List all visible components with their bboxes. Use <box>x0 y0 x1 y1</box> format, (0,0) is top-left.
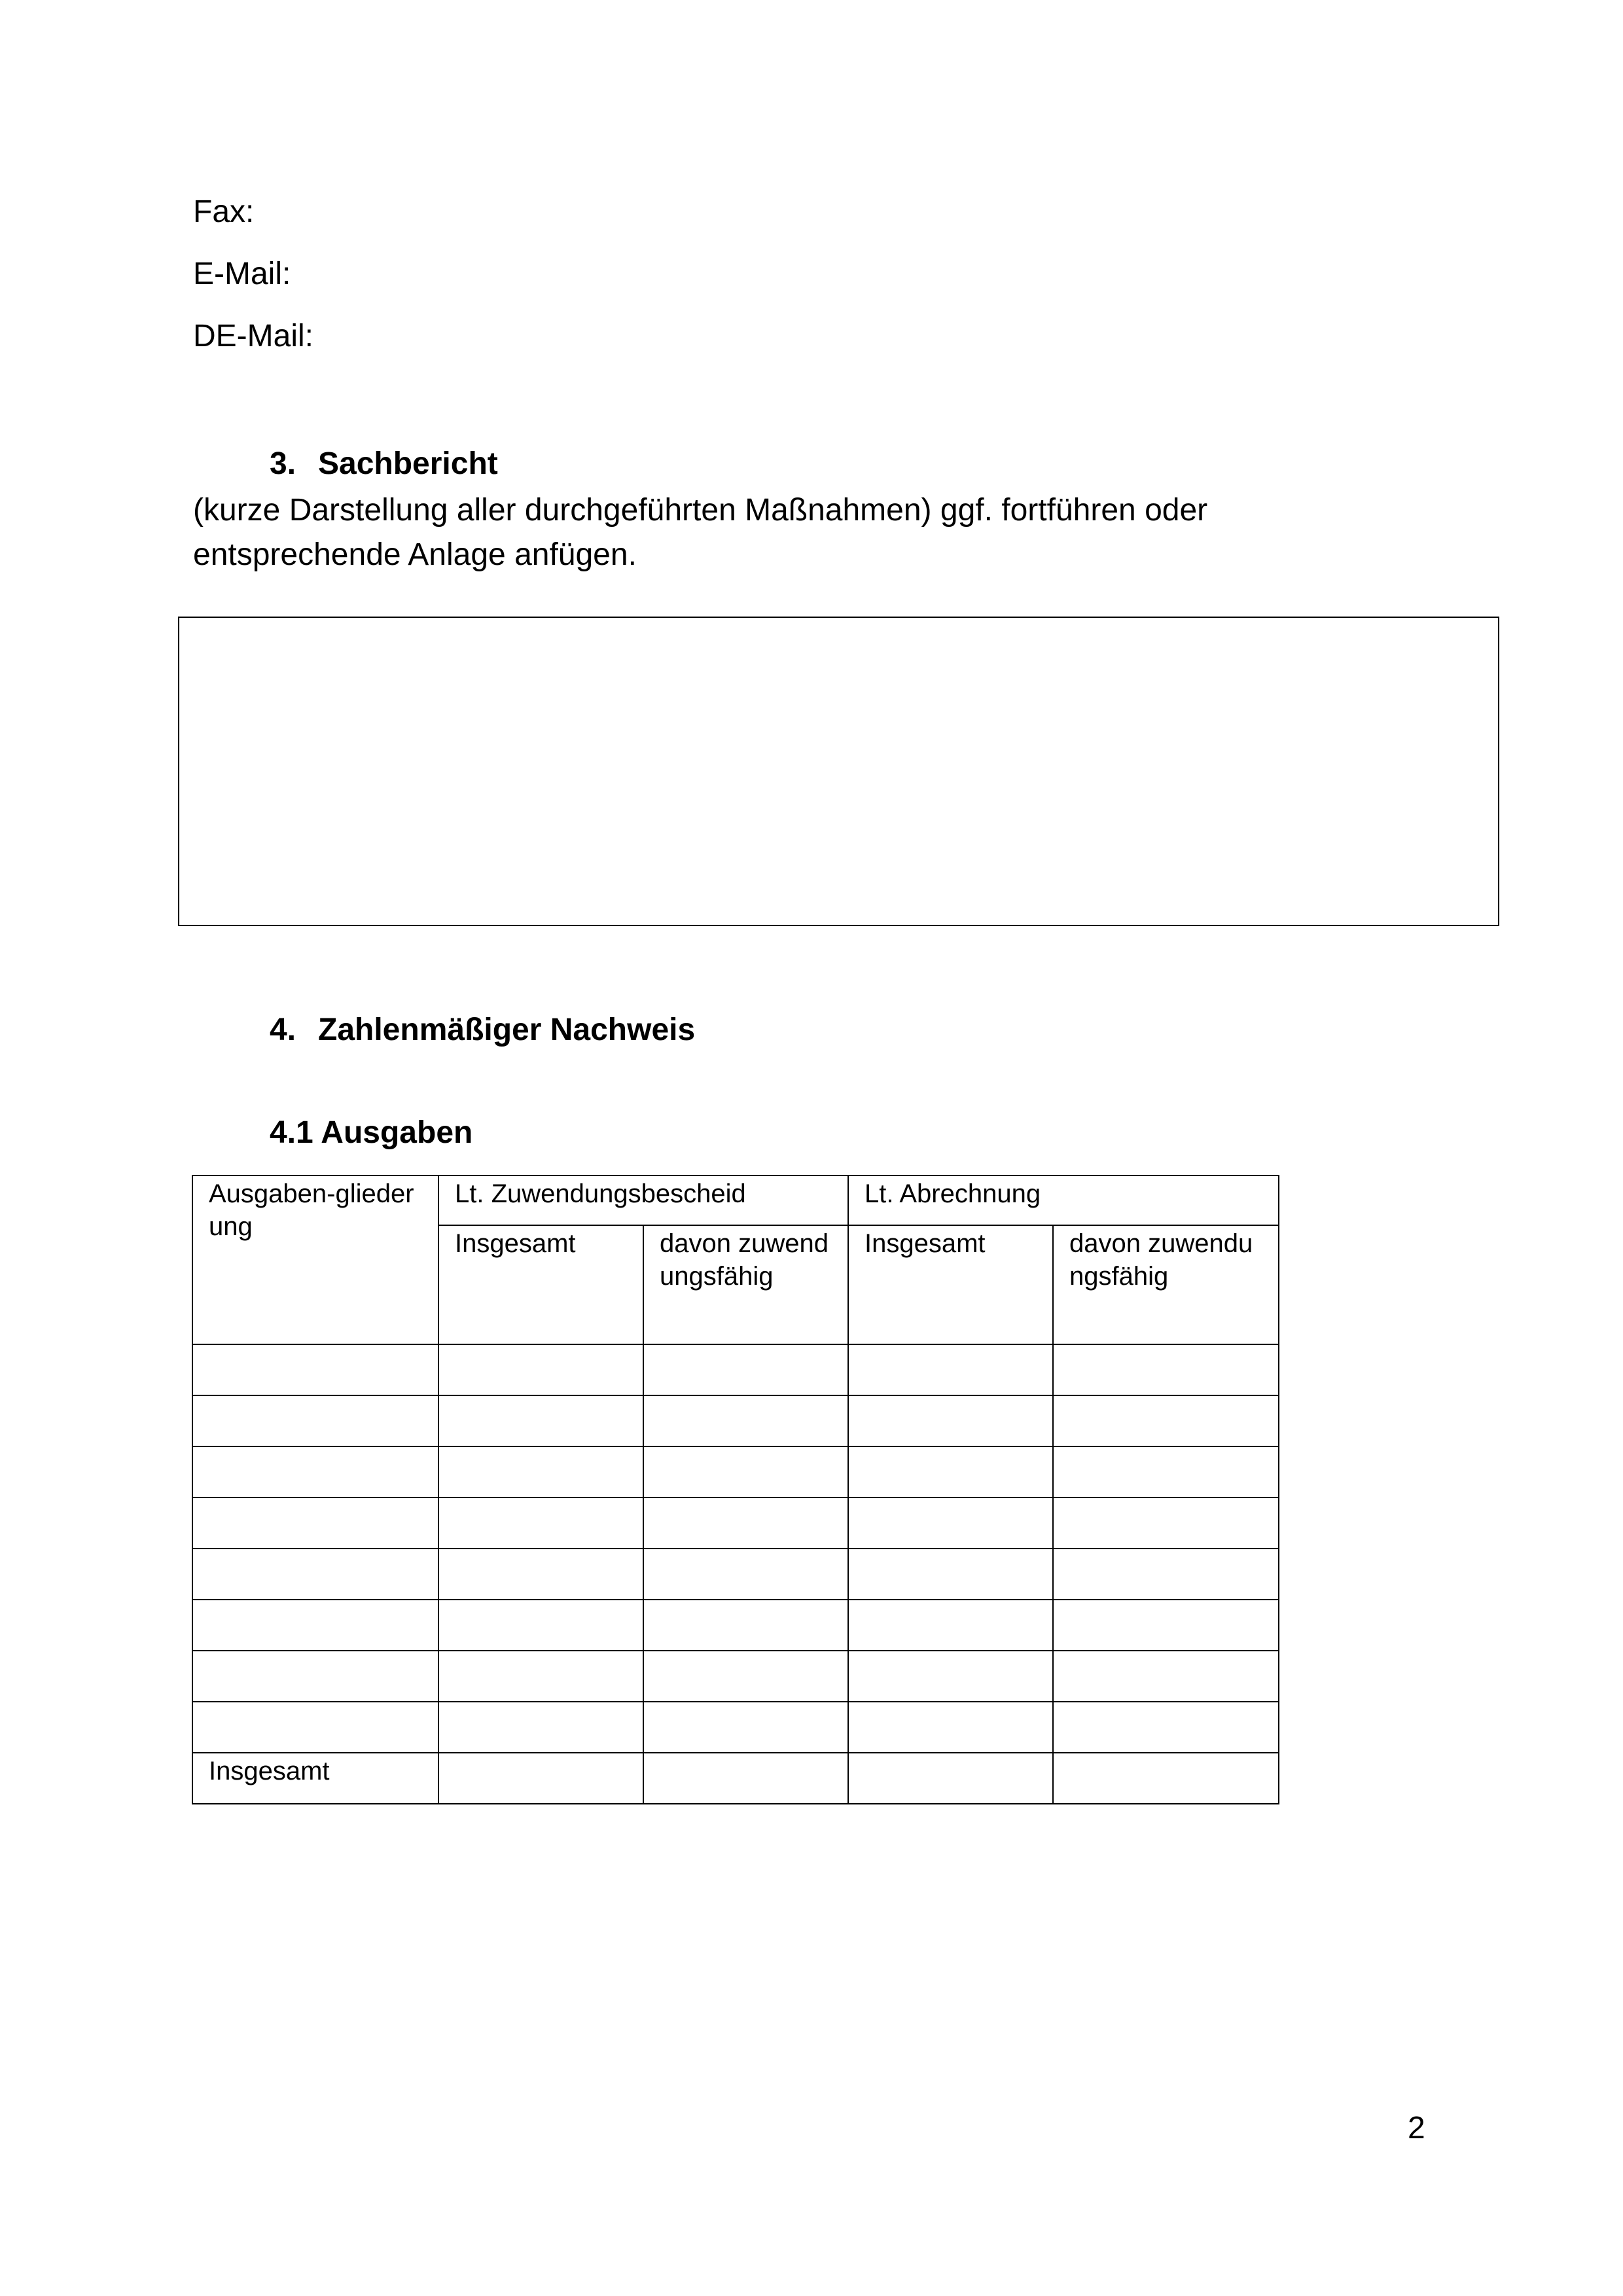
header-lt-abrechnung: Lt. Abrechnung <box>848 1175 1279 1225</box>
table-cell[interactable] <box>848 1702 1053 1753</box>
table-cell[interactable] <box>192 1395 438 1446</box>
table-row <box>192 1651 1279 1702</box>
section-3-number: 3. <box>270 446 296 481</box>
table-cell[interactable] <box>848 1753 1053 1804</box>
demail-label: DE-Mail: <box>193 319 314 353</box>
header-bescheid-davon-zuwendungsfaehig: davon zuwendungsfähig <box>643 1225 848 1344</box>
table-cell[interactable] <box>643 1498 848 1549</box>
table-cell[interactable] <box>438 1344 643 1395</box>
table-cell[interactable] <box>192 1702 438 1753</box>
table-cell[interactable] <box>643 1446 848 1498</box>
section-4-title: Zahlenmäßiger Nachweis <box>318 1013 696 1047</box>
table-cell[interactable] <box>438 1498 643 1549</box>
fax-label: Fax: <box>193 194 255 229</box>
section-3-intro-line-1: (kurze Darstellung aller durchgeführten Maßnahmen) ggf. fortführen oder <box>193 493 1208 528</box>
section-3-intro-line-2: entsprechende Anlage anfügen. <box>193 537 637 572</box>
table-row <box>192 1549 1279 1600</box>
table-cell[interactable] <box>1053 1446 1279 1498</box>
section-3-intro <box>193 488 1207 577</box>
table-cell[interactable] <box>438 1395 643 1446</box>
page-number: 2 <box>1408 2111 1425 2145</box>
table-cell[interactable] <box>848 1446 1053 1498</box>
table-cell[interactable] <box>192 1446 438 1498</box>
table-cell[interactable] <box>643 1395 848 1446</box>
table-cell[interactable] <box>438 1753 643 1804</box>
table-cell[interactable] <box>1053 1549 1279 1600</box>
total-label: Insgesamt <box>192 1753 438 1804</box>
table-cell[interactable] <box>1053 1498 1279 1549</box>
section-4-1-title: Ausgaben <box>321 1115 473 1150</box>
header-abrechnung-insgesamt: Insgesamt <box>848 1225 1053 1344</box>
table-cell[interactable] <box>1053 1600 1279 1651</box>
table-cell[interactable] <box>848 1395 1053 1446</box>
table-cell[interactable] <box>848 1498 1053 1549</box>
table-header-row <box>192 1175 1279 1225</box>
table-cell[interactable] <box>848 1344 1053 1395</box>
table-cell[interactable] <box>848 1651 1053 1702</box>
table-cell[interactable] <box>1053 1753 1279 1804</box>
table-cell[interactable] <box>643 1600 848 1651</box>
section-4-heading <box>270 1014 695 1046</box>
table-cell[interactable] <box>1053 1702 1279 1753</box>
table-cell[interactable] <box>438 1600 643 1651</box>
expenses-table <box>192 1175 1279 1804</box>
table-cell[interactable] <box>438 1549 643 1600</box>
table-row <box>192 1446 1279 1498</box>
table-cell[interactable] <box>192 1600 438 1651</box>
table-cell[interactable] <box>643 1753 848 1804</box>
header-abrechnung-davon-zuwendungsfaehig: davon zuwendungsfähig <box>1053 1225 1279 1344</box>
table-cell[interactable] <box>438 1651 643 1702</box>
header-bescheid-insgesamt: Insgesamt <box>438 1225 643 1344</box>
table-total-row <box>192 1753 1279 1804</box>
section-3-title: Sachbericht <box>318 446 498 481</box>
table-cell[interactable] <box>192 1651 438 1702</box>
table-row <box>192 1600 1279 1651</box>
section-4-1-heading <box>270 1117 473 1149</box>
header-ausgabengliederung: Ausgaben-gliederung <box>192 1175 438 1344</box>
table-row <box>192 1498 1279 1549</box>
table-cell[interactable] <box>192 1498 438 1549</box>
table-cell[interactable] <box>192 1549 438 1600</box>
table-cell[interactable] <box>643 1702 848 1753</box>
section-4-number: 4. <box>270 1013 296 1047</box>
table-row <box>192 1702 1279 1753</box>
table-row <box>192 1395 1279 1446</box>
header-lt-zuwendungsbescheid: Lt. Zuwendungsbescheid <box>438 1175 848 1225</box>
table-cell[interactable] <box>438 1702 643 1753</box>
email-label: E-Mail: <box>193 257 291 291</box>
table-cell[interactable] <box>848 1600 1053 1651</box>
table-cell[interactable] <box>643 1344 848 1395</box>
sachbericht-text-field[interactable] <box>178 617 1499 926</box>
table-cell[interactable] <box>1053 1651 1279 1702</box>
section-3-heading <box>270 448 498 480</box>
table-cell[interactable] <box>848 1549 1053 1600</box>
table-cell[interactable] <box>1053 1344 1279 1395</box>
table-cell[interactable] <box>438 1446 643 1498</box>
section-4-1-number: 4.1 <box>270 1115 313 1150</box>
table-cell[interactable] <box>643 1651 848 1702</box>
table-cell[interactable] <box>1053 1395 1279 1446</box>
table-row <box>192 1344 1279 1395</box>
table-cell[interactable] <box>643 1549 848 1600</box>
table-cell[interactable] <box>192 1344 438 1395</box>
